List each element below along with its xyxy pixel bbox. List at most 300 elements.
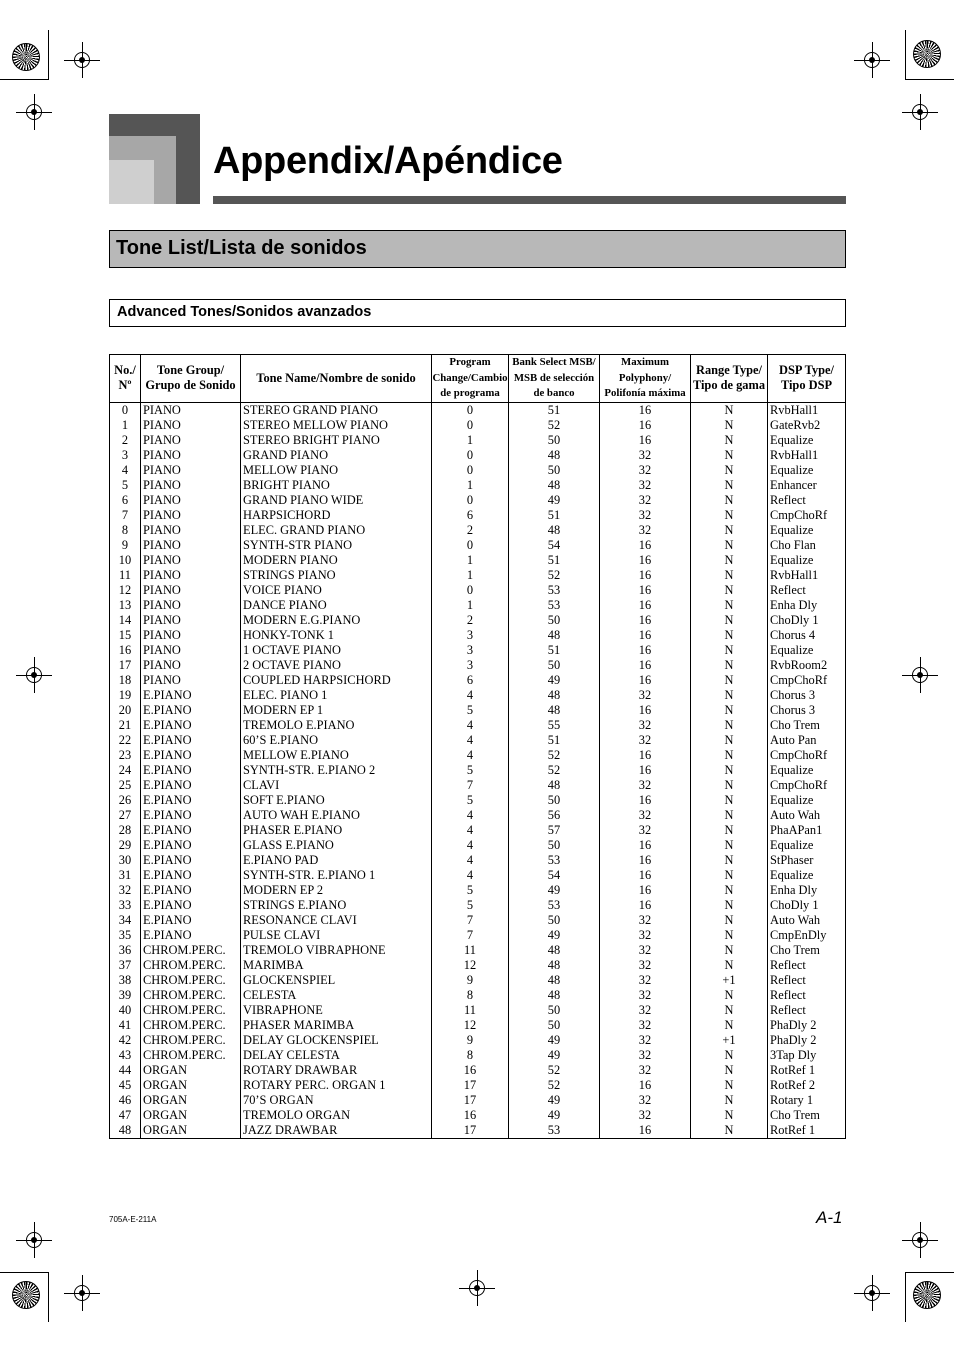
cell-range-type: N (691, 958, 768, 973)
cell-max-polyphony: 32 (600, 718, 691, 733)
cell-tone-name: ROTARY PERC. ORGAN 1 (241, 1078, 432, 1093)
cell-bank-select: 52 (509, 1078, 600, 1093)
cell-bank-select: 49 (509, 673, 600, 688)
cell-bank-select: 50 (509, 658, 600, 673)
table-row (110, 418, 846, 433)
table-header-row (110, 355, 846, 403)
cell-tone-name: VOICE PIANO (241, 583, 432, 598)
cell-range-type: N (691, 883, 768, 898)
cell-range-type: N (691, 838, 768, 853)
cell-max-polyphony: 32 (600, 1033, 691, 1048)
cell-no: 19 (110, 688, 141, 703)
cell-max-polyphony: 32 (600, 508, 691, 523)
header-dsp-type: DSP Type/ Tipo DSP (768, 355, 846, 403)
cell-dsp-type: RvbHall1 (768, 448, 846, 463)
cell-program-change: 7 (432, 778, 509, 793)
cell-tone-group: ORGAN (141, 1108, 241, 1123)
table-row (110, 943, 846, 958)
cell-tone-name: SOFT E.PIANO (241, 793, 432, 808)
cell-bank-select: 50 (509, 433, 600, 448)
cell-program-change: 11 (432, 1003, 509, 1018)
cell-max-polyphony: 16 (600, 538, 691, 553)
cell-program-change: 17 (432, 1078, 509, 1093)
cell-tone-name: ROTARY DRAWBAR (241, 1063, 432, 1078)
cell-range-type: +1 (691, 1033, 768, 1048)
cell-tone-name: MARIMBA (241, 958, 432, 973)
cell-range-type: N (691, 763, 768, 778)
cell-bank-select: 50 (509, 913, 600, 928)
table-row (110, 478, 846, 493)
table-row (110, 898, 846, 913)
table-row (110, 793, 846, 808)
cell-tone-name: MELLOW PIANO (241, 463, 432, 478)
cell-dsp-type: Chorus 3 (768, 703, 846, 718)
cell-no: 42 (110, 1033, 141, 1048)
cell-dsp-type: Enha Dly (768, 883, 846, 898)
cell-tone-name: 60’S E.PIANO (241, 733, 432, 748)
cell-bank-select: 53 (509, 598, 600, 613)
cell-dsp-type: Equalize (768, 868, 846, 883)
page-title: Appendix/Apéndice (213, 140, 563, 182)
cell-bank-select: 56 (509, 808, 600, 823)
cell-program-change: 1 (432, 478, 509, 493)
cell-no: 48 (110, 1123, 141, 1139)
cell-tone-group: PIANO (141, 598, 241, 613)
cell-max-polyphony: 32 (600, 913, 691, 928)
table-row (110, 823, 846, 838)
cell-dsp-type: Chorus 3 (768, 688, 846, 703)
cell-dsp-type: Reflect (768, 973, 846, 988)
cell-program-change: 11 (432, 943, 509, 958)
cell-tone-group: PIANO (141, 628, 241, 643)
table-row (110, 1108, 846, 1123)
cell-no: 36 (110, 943, 141, 958)
cell-dsp-type: Equalize (768, 523, 846, 538)
cell-range-type: N (691, 673, 768, 688)
cell-max-polyphony: 16 (600, 868, 691, 883)
cell-range-type: N (691, 688, 768, 703)
cell-tone-group: PIANO (141, 613, 241, 628)
cell-range-type: N (691, 943, 768, 958)
cell-program-change: 7 (432, 913, 509, 928)
cell-bank-select: 49 (509, 928, 600, 943)
cell-tone-group: CHROM.PERC. (141, 973, 241, 988)
cell-max-polyphony: 16 (600, 418, 691, 433)
cell-bank-select: 49 (509, 493, 600, 508)
cell-dsp-type: Enhancer (768, 478, 846, 493)
cell-max-polyphony: 32 (600, 778, 691, 793)
cell-program-change: 12 (432, 958, 509, 973)
cell-tone-group: ORGAN (141, 1078, 241, 1093)
cell-bank-select: 50 (509, 1018, 600, 1033)
table-row (110, 583, 846, 598)
cell-tone-name: SYNTH-STR. E.PIANO 2 (241, 763, 432, 778)
cell-dsp-type: StPhaser (768, 853, 846, 868)
cell-no: 31 (110, 868, 141, 883)
cell-dsp-type: Equalize (768, 643, 846, 658)
cell-dsp-type: Cho Flan (768, 538, 846, 553)
cell-program-change: 16 (432, 1063, 509, 1078)
cell-program-change: 1 (432, 598, 509, 613)
cell-no: 7 (110, 508, 141, 523)
cell-max-polyphony: 16 (600, 583, 691, 598)
cell-no: 43 (110, 1048, 141, 1063)
cell-program-change: 3 (432, 643, 509, 658)
cell-program-change: 0 (432, 583, 509, 598)
cell-tone-group: PIANO (141, 493, 241, 508)
cell-bank-select: 49 (509, 1048, 600, 1063)
cell-max-polyphony: 32 (600, 1048, 691, 1063)
cell-range-type: N (691, 1093, 768, 1108)
table-row (110, 1093, 846, 1108)
cell-tone-group: PIANO (141, 568, 241, 583)
header-program-change: Program Change/Cambio de programa (432, 355, 509, 403)
cell-bank-select: 48 (509, 478, 600, 493)
cell-bank-select: 50 (509, 1003, 600, 1018)
cell-tone-group: E.PIANO (141, 853, 241, 868)
header-tone-name: Tone Name/Nombre de sonido (241, 355, 432, 403)
cell-program-change: 9 (432, 973, 509, 988)
cell-no: 44 (110, 1063, 141, 1078)
cell-range-type: N (691, 718, 768, 733)
cell-no: 6 (110, 493, 141, 508)
cell-no: 8 (110, 523, 141, 538)
table-body (110, 402, 846, 1138)
header-bank-select: Bank Select MSB/ MSB de selección de banco (509, 355, 600, 403)
cell-tone-name: PHASER E.PIANO (241, 823, 432, 838)
cell-program-change: 5 (432, 898, 509, 913)
cell-range-type: N (691, 643, 768, 658)
cell-range-type: N (691, 1048, 768, 1063)
section-title: Tone List/Lista de sonidos (116, 237, 367, 259)
table-row (110, 688, 846, 703)
crop-line (905, 30, 906, 80)
cell-program-change: 4 (432, 808, 509, 823)
table-row (110, 613, 846, 628)
cell-max-polyphony: 16 (600, 598, 691, 613)
cell-dsp-type: Cho Trem (768, 718, 846, 733)
cell-dsp-type: Equalize (768, 763, 846, 778)
table-row (110, 538, 846, 553)
cell-max-polyphony: 32 (600, 973, 691, 988)
cell-no: 30 (110, 853, 141, 868)
cell-no: 16 (110, 643, 141, 658)
cell-bank-select: 52 (509, 748, 600, 763)
cell-max-polyphony: 16 (600, 553, 691, 568)
cell-program-change: 7 (432, 928, 509, 943)
cell-range-type: N (691, 1108, 768, 1123)
cell-dsp-type: Rotary 1 (768, 1093, 846, 1108)
cell-tone-group: PIANO (141, 658, 241, 673)
cell-bank-select: 55 (509, 718, 600, 733)
cell-program-change: 4 (432, 823, 509, 838)
cell-program-change: 3 (432, 628, 509, 643)
cell-range-type: N (691, 748, 768, 763)
cell-dsp-type: Cho Trem (768, 943, 846, 958)
cell-program-change: 4 (432, 838, 509, 853)
cell-bank-select: 53 (509, 583, 600, 598)
color-wheel-mark-top-right (913, 40, 941, 68)
cell-max-polyphony: 32 (600, 958, 691, 973)
cell-tone-group: PIANO (141, 643, 241, 658)
cell-bank-select: 49 (509, 1033, 600, 1048)
cell-no: 0 (110, 402, 141, 418)
cell-dsp-type: PhaDly 2 (768, 1018, 846, 1033)
cell-tone-group: PIANO (141, 538, 241, 553)
cell-tone-name: AUTO WAH E.PIANO (241, 808, 432, 823)
cell-max-polyphony: 16 (600, 838, 691, 853)
header-max-polyphony: Maximum Polyphony/ Polifonía máxima (600, 355, 691, 403)
table-row (110, 808, 846, 823)
crop-line (48, 30, 49, 80)
cell-dsp-type: Auto Wah (768, 808, 846, 823)
registration-mark-icon (459, 1270, 495, 1306)
table-row (110, 988, 846, 1003)
cell-dsp-type: Reflect (768, 493, 846, 508)
cell-program-change: 0 (432, 538, 509, 553)
cell-tone-group: PIANO (141, 583, 241, 598)
cell-max-polyphony: 16 (600, 793, 691, 808)
cell-no: 4 (110, 463, 141, 478)
cell-range-type: N (691, 493, 768, 508)
subsection-header (109, 299, 846, 327)
cell-no: 29 (110, 838, 141, 853)
table-row (110, 598, 846, 613)
cell-max-polyphony: 16 (600, 402, 691, 418)
cell-max-polyphony: 16 (600, 703, 691, 718)
cell-no: 15 (110, 628, 141, 643)
cell-max-polyphony: 32 (600, 493, 691, 508)
cell-dsp-type: Auto Wah (768, 913, 846, 928)
cell-bank-select: 48 (509, 703, 600, 718)
cell-dsp-type: RvbHall1 (768, 568, 846, 583)
cell-tone-group: E.PIANO (141, 718, 241, 733)
cell-bank-select: 49 (509, 883, 600, 898)
cell-tone-name: RESONANCE CLAVI (241, 913, 432, 928)
cell-tone-name: COUPLED HARPSICHORD (241, 673, 432, 688)
cell-tone-name: DELAY GLOCKENSPIEL (241, 1033, 432, 1048)
cell-tone-name: GLOCKENSPIEL (241, 973, 432, 988)
cell-no: 24 (110, 763, 141, 778)
cell-range-type: N (691, 778, 768, 793)
cell-no: 22 (110, 733, 141, 748)
cell-range-type: N (691, 553, 768, 568)
cell-bank-select: 49 (509, 1093, 600, 1108)
cell-max-polyphony: 32 (600, 523, 691, 538)
cell-no: 12 (110, 583, 141, 598)
registration-mark-icon (16, 657, 52, 693)
cell-dsp-type: CmpEnDly (768, 928, 846, 943)
cell-program-change: 2 (432, 613, 509, 628)
cell-tone-group: PIANO (141, 402, 241, 418)
cell-bank-select: 48 (509, 448, 600, 463)
cell-program-change: 5 (432, 703, 509, 718)
cell-dsp-type: CmpChoRf (768, 673, 846, 688)
cell-program-change: 4 (432, 733, 509, 748)
cell-no: 13 (110, 598, 141, 613)
cell-tone-name: MELLOW E.PIANO (241, 748, 432, 763)
registration-mark-icon (854, 1275, 890, 1311)
cell-dsp-type: 3Tap Dly (768, 1048, 846, 1063)
cell-max-polyphony: 32 (600, 1108, 691, 1123)
cell-max-polyphony: 16 (600, 433, 691, 448)
cell-tone-name: CLAVI (241, 778, 432, 793)
registration-mark-icon (64, 1275, 100, 1311)
cell-tone-name: STEREO MELLOW PIANO (241, 418, 432, 433)
cell-program-change: 3 (432, 658, 509, 673)
cell-max-polyphony: 32 (600, 1093, 691, 1108)
cell-range-type: N (691, 448, 768, 463)
cell-no: 45 (110, 1078, 141, 1093)
cell-bank-select: 57 (509, 823, 600, 838)
table-row (110, 703, 846, 718)
cell-dsp-type: CmpChoRf (768, 508, 846, 523)
cell-max-polyphony: 32 (600, 1003, 691, 1018)
table-row (110, 733, 846, 748)
cell-bank-select: 53 (509, 853, 600, 868)
cell-program-change: 1 (432, 553, 509, 568)
cell-no: 37 (110, 958, 141, 973)
cell-bank-select: 48 (509, 988, 600, 1003)
cell-dsp-type: Equalize (768, 838, 846, 853)
cell-bank-select: 48 (509, 628, 600, 643)
cell-range-type: N (691, 898, 768, 913)
cell-bank-select: 52 (509, 418, 600, 433)
cell-tone-group: E.PIANO (141, 733, 241, 748)
cell-bank-select: 51 (509, 733, 600, 748)
cell-tone-group: E.PIANO (141, 748, 241, 763)
cell-max-polyphony: 16 (600, 658, 691, 673)
cell-range-type: N (691, 658, 768, 673)
cell-bank-select: 50 (509, 463, 600, 478)
cell-no: 10 (110, 553, 141, 568)
cell-tone-group: E.PIANO (141, 823, 241, 838)
cell-dsp-type: CmpChoRf (768, 778, 846, 793)
cell-program-change: 8 (432, 1048, 509, 1063)
cell-dsp-type: RvbRoom2 (768, 658, 846, 673)
cell-range-type: N (691, 1063, 768, 1078)
cell-no: 23 (110, 748, 141, 763)
cell-max-polyphony: 32 (600, 943, 691, 958)
cell-range-type: N (691, 613, 768, 628)
cell-tone-name: 2 OCTAVE PIANO (241, 658, 432, 673)
header-no: No./ Nº (110, 355, 141, 403)
cell-range-type: N (691, 988, 768, 1003)
cell-dsp-type: Equalize (768, 793, 846, 808)
cell-max-polyphony: 16 (600, 1078, 691, 1093)
cell-tone-group: E.PIANO (141, 883, 241, 898)
table-row (110, 402, 846, 418)
footer-code: 705A-E-211A (109, 1215, 157, 1224)
cell-max-polyphony: 32 (600, 808, 691, 823)
cell-tone-name: MODERN EP 2 (241, 883, 432, 898)
cell-max-polyphony: 32 (600, 823, 691, 838)
cell-no: 21 (110, 718, 141, 733)
cell-tone-group: PIANO (141, 478, 241, 493)
table-row (110, 838, 846, 853)
tone-list-table (109, 354, 846, 1139)
cell-no: 20 (110, 703, 141, 718)
cell-no: 9 (110, 538, 141, 553)
cell-range-type: N (691, 478, 768, 493)
cell-bank-select: 52 (509, 1063, 600, 1078)
crop-line (0, 79, 48, 80)
table-row (110, 763, 846, 778)
cell-range-type: N (691, 1078, 768, 1093)
cell-max-polyphony: 32 (600, 478, 691, 493)
cell-tone-group: E.PIANO (141, 808, 241, 823)
cell-no: 27 (110, 808, 141, 823)
cell-dsp-type: Equalize (768, 433, 846, 448)
table-row (110, 463, 846, 478)
cell-tone-name: GRAND PIANO WIDE (241, 493, 432, 508)
table-row (110, 973, 846, 988)
cell-tone-name: STRINGS E.PIANO (241, 898, 432, 913)
cell-program-change: 4 (432, 868, 509, 883)
cell-tone-name: TREMOLO VIBRAPHONE (241, 943, 432, 958)
cell-no: 18 (110, 673, 141, 688)
cell-bank-select: 48 (509, 778, 600, 793)
cell-program-change: 6 (432, 508, 509, 523)
cell-tone-name: HONKY-TONK 1 (241, 628, 432, 643)
registration-mark-icon (64, 42, 100, 78)
cell-dsp-type: Cho Trem (768, 1108, 846, 1123)
cell-tone-name: DELAY CELESTA (241, 1048, 432, 1063)
cell-dsp-type: GateRvb2 (768, 418, 846, 433)
cell-tone-group: CHROM.PERC. (141, 1048, 241, 1063)
cell-dsp-type: Equalize (768, 553, 846, 568)
cell-dsp-type: Reflect (768, 583, 846, 598)
cell-bank-select: 51 (509, 553, 600, 568)
cell-tone-name: JAZZ DRAWBAR (241, 1123, 432, 1139)
table-row (110, 1033, 846, 1048)
cell-max-polyphony: 32 (600, 988, 691, 1003)
cell-no: 35 (110, 928, 141, 943)
cell-range-type: N (691, 523, 768, 538)
registration-mark-icon (854, 42, 890, 78)
table-row (110, 673, 846, 688)
cell-no: 46 (110, 1093, 141, 1108)
cell-no: 38 (110, 973, 141, 988)
cell-dsp-type: CmpChoRf (768, 748, 846, 763)
cell-tone-name: ELEC. PIANO 1 (241, 688, 432, 703)
table-row (110, 643, 846, 658)
cell-no: 14 (110, 613, 141, 628)
crop-line (906, 79, 954, 80)
cell-dsp-type: ChoDly 1 (768, 613, 846, 628)
table-row (110, 1048, 846, 1063)
cell-tone-group: E.PIANO (141, 793, 241, 808)
cell-tone-name: SYNTH-STR PIANO (241, 538, 432, 553)
section-header (109, 230, 846, 268)
cell-tone-group: PIANO (141, 523, 241, 538)
cell-no: 39 (110, 988, 141, 1003)
cell-dsp-type: ChoDly 1 (768, 898, 846, 913)
cell-no: 11 (110, 568, 141, 583)
cell-range-type: N (691, 463, 768, 478)
cell-range-type: N (691, 628, 768, 643)
cell-tone-group: CHROM.PERC. (141, 988, 241, 1003)
cell-bank-select: 50 (509, 613, 600, 628)
cell-tone-group: CHROM.PERC. (141, 1003, 241, 1018)
table-row (110, 493, 846, 508)
cell-bank-select: 48 (509, 523, 600, 538)
cell-max-polyphony: 16 (600, 643, 691, 658)
cell-no: 32 (110, 883, 141, 898)
cell-max-polyphony: 16 (600, 748, 691, 763)
cell-tone-group: E.PIANO (141, 913, 241, 928)
cell-tone-name: BRIGHT PIANO (241, 478, 432, 493)
